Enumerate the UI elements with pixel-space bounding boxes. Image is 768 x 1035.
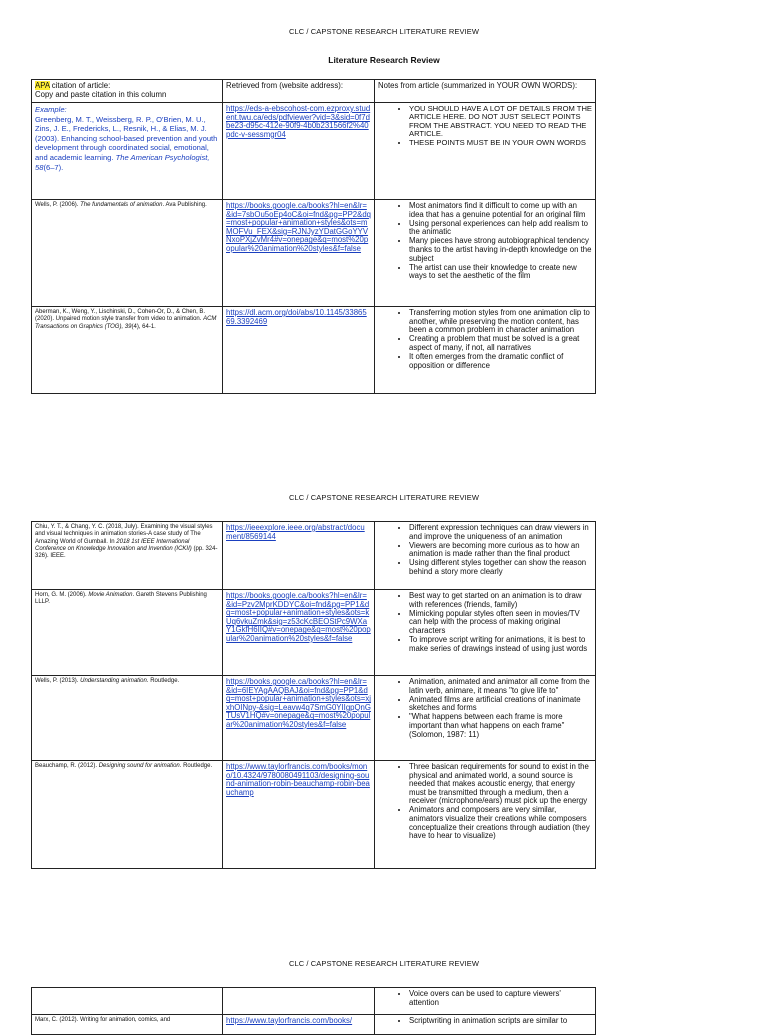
note-item: • Mimicking popular styles often seen in movies/TV can help with the process of making original characters [409, 610, 592, 636]
notes-list [378, 202, 592, 281]
citation-text: . Gareth Stevens Publishing LLLP. [35, 592, 207, 606]
table-row [32, 676, 596, 761]
example-row [32, 103, 596, 200]
source-url-link[interactable]: https://books.google.ca/books?hl=en&lr=&id=7sbOu5oEp4oC&oi=fnd&pg=PP2&dq=most+popular+animation+styles&ots=mMOFVu_FEX&sig=RJNJyzYDatGGoYYVNxoPXjZvMr4#v=onepage&q=most%20popular%20animation%20styles&f=false [226, 201, 372, 253]
table-header-row [32, 80, 596, 103]
citation-text: Aberman, K., Weng, Y., Lischinski, D., Cohen-Or, D., & Chen, B. (2020). Unpaired motion style transfer from video to animation. [35, 309, 206, 323]
table-row [32, 590, 596, 676]
note-item: • Using personal experiences can help add realism to the animatic [409, 220, 592, 237]
empty-citation-cell [32, 988, 223, 1015]
example-notes-list [378, 105, 592, 148]
citation-title: 2018 1st IEEE International Conference on Knowledge Innovation and Invention (ICKII) [35, 538, 192, 552]
note-item: • Creating a problem that must be solved is a great aspect of many, if not, all narratives [409, 335, 592, 352]
citation-cell [32, 676, 223, 761]
citation-header-subtext: Copy and paste citation in this column [35, 89, 167, 99]
note-item: • Scriptwriting in animation scripts are similar to [409, 1017, 592, 1026]
table-row [32, 1015, 596, 1035]
citation-title: ACM Transactions on Graphics (TOG), 39 [35, 316, 217, 330]
example-citation [32, 103, 223, 200]
example-citation-text: Greenberg, M. T., Weissberg, R. P., O'Brien, M. U., Zins, J. E., Fredericks, L., Resnik, H., & Elias, M. J. (2003). Enhancing school-based prevention and youth development through coordinated social, emotional, and academic learning. [35, 114, 218, 162]
citation-cell [32, 200, 223, 307]
example-label: Example: [35, 105, 67, 114]
note-item: • Voice overs can be used to capture viewers' attention [409, 990, 592, 1007]
citation-text: Chiu, Y. T., & Chang, Y. C. (2018, July). Examining the visual styles and visual techniques in animation stories-A case study of The Amazing World of Gumball. In [35, 524, 213, 545]
note-item: • Transferring motion styles from one animation clip to another, while preserving the motion content, has been a common problem in character animation [409, 309, 592, 335]
source-url-link[interactable]: https://dl.acm.org/doi/abs/10.1145/3386569.3392469 [226, 308, 367, 326]
citation-text: . Routledge. [146, 678, 180, 684]
source-url-link[interactable]: https://www.taylorfrancis.com/books/ [226, 1016, 353, 1025]
table-row [32, 200, 596, 307]
citation-title: Designing sound for animation [98, 763, 180, 769]
note-item: • Using different styles together can show the reason behind a story more clearly [409, 559, 592, 576]
example-citation-end: (6–7). [43, 162, 64, 172]
note-item: • Different expression techniques can draw viewers in and improve the uniqueness of an animation [409, 524, 592, 541]
notes-list [378, 678, 592, 739]
citation-title: Movie Animation [88, 592, 133, 598]
literature-table-page2 [31, 521, 596, 869]
document-title: Literature Research Review [328, 55, 440, 65]
example-note: • THESE POINTS MUST BE IN YOUR OWN WORDS [409, 139, 592, 147]
citation-column-header [32, 80, 223, 103]
citation-text: Wells, P. (2006). [35, 202, 81, 208]
note-item: • "What happens between each frame is more important than what happens on each frame" (Solomon, 1987: 11) [409, 713, 592, 739]
note-item: • It often emerges from the dramatic conflict of opposition or difference [409, 353, 592, 370]
example-note: • YOU SHOULD HAVE A LOT OF DETAILS FROM THE ARTICLE HERE. DO NOT JUST SELECT POINTS FROM THE ABSTRACT. YOU NEED TO READ THE ARTICLE. [409, 105, 592, 139]
note-item: • To improve script writing for animations, it is best to make series of drawings instead of using just words [409, 636, 592, 653]
citation-text: Beauchamp, R. (2012). [35, 763, 99, 769]
table-row [32, 988, 596, 1015]
notes-column-header: Notes from article (summarized in YOUR OWN WORDS): [375, 80, 596, 103]
empty-url-cell [223, 988, 375, 1015]
note-item: • The artist can use their knowledge to create new ways to set the aesthetic of the film [409, 264, 592, 281]
citation-text: . Routledge. [179, 763, 213, 769]
notes-list [378, 309, 592, 370]
notes-list [378, 990, 592, 1007]
citation-text: . Ava Publishing. [162, 202, 207, 208]
note-item: • Viewers are becoming more curious as to how an animation is made rather than the final product [409, 542, 592, 559]
example-url-link[interactable]: https://eds-a-ebscohost-com.ezproxy.student.twu.ca/eds/pdfviewer?vid=3&sid=0f7dbe23-d95c-412e-90f9-4b0b231566f2%40pdc-v-sessmgr04 [226, 104, 371, 139]
note-item: • Many pieces have strong autobiographical tendency thanks to the artist having in-depth knowledge on the subject [409, 237, 592, 263]
citation-header-text: citation of article: [49, 81, 111, 90]
source-url-link[interactable]: https://ieeexplore.ieee.org/abstract/document/8569144 [226, 523, 365, 541]
citation-text: Horn, G. M. (2006). [35, 592, 89, 598]
literature-table-page3 [31, 987, 596, 1035]
note-item: • Animation, animated and animator all come from the latin verb, animare, it means "to give life to" [409, 678, 592, 695]
literature-table-page1 [31, 79, 596, 394]
note-item: • Best way to get started on an animation is to draw with references (friends, family) [409, 592, 592, 609]
retrieved-column-header: Retrieved from (website address): [223, 80, 375, 103]
source-url-link[interactable]: https://books.google.ca/books?hl=en&lr=&id=Pzv2MprKDDYC&oi=fnd&pg=PP1&dq=most+popular+animation+styles&ots=kUq6vkuZmk&sig=z53cKcBEOStPc9WXaY1GkfH6IIQ#v=onepage&q=most%20popular%20animation%20styles&f=false [226, 591, 371, 643]
citation-cell [32, 522, 223, 590]
citation-text: (4), 64-1. [131, 323, 156, 330]
table-row [32, 307, 596, 394]
apa-highlight: APA [35, 81, 50, 90]
source-url-link[interactable]: https://www.taylorfrancis.com/books/mono/10.4324/9780080491103/designing-sound-animation-robin-beauchamp-robin-beauchamp [226, 762, 370, 797]
page-header: CLC / CAPSTONE RESEARCH LITERATURE REVIEW [288, 493, 480, 502]
citation-cell: Marx, C. (2012). Writing for animation, comics, and [32, 1015, 223, 1035]
citation-cell [32, 307, 223, 394]
table-row [32, 522, 596, 590]
citation-title: The fundamentals of animation [80, 202, 163, 208]
notes-list [378, 763, 592, 841]
page-header: CLC / CAPSTONE RESEARCH LITERATURE REVIEW [288, 27, 480, 36]
citation-text: Wells, P. (2013). [35, 678, 81, 684]
notes-list [378, 524, 592, 577]
note-item: • Animators and composers are very similar, animators visualize their creations while composers conceptualize their creations through audiation (they have to hear to visualize) [409, 806, 592, 840]
page-header: CLC / CAPSTONE RESEARCH LITERATURE REVIEW [288, 959, 480, 968]
notes-list [378, 1017, 592, 1026]
example-journal: The American Psychologist, 58 [35, 152, 210, 172]
note-item: • Three basican requirements for sound to exist in the physical and animated world, a sound source is needed that makes acoustic energy, that energy must be transmitted through a medium, then a receiver (microphone/ears) must pick up the energy [409, 763, 592, 806]
table-row [32, 761, 596, 869]
citation-cell [32, 761, 223, 869]
notes-list [378, 592, 592, 653]
citation-title: Understanding animation [80, 678, 147, 684]
citation-text: (pp. 324-326). IEEE. [35, 545, 218, 560]
note-item: • Animated films are artificial creations of inanimate sketches and forms [409, 696, 592, 713]
source-url-link[interactable]: https://books.google.ca/books?hl=en&lr=&id=6IEYAgAAQBAJ&oi=fnd&pg=PP1&dq=most+popular+animation+styles&ots=xjxhOINpy-&sig=Leavw4q7SmG0YIIgpQnGTUsV1HQ#v=onepage&q=most%20popular%20animation%20styles&f=false [226, 677, 371, 729]
note-item: • Most animators find it difficult to come up with an idea that has a genuine potential for an original film [409, 202, 592, 219]
citation-cell [32, 590, 223, 676]
